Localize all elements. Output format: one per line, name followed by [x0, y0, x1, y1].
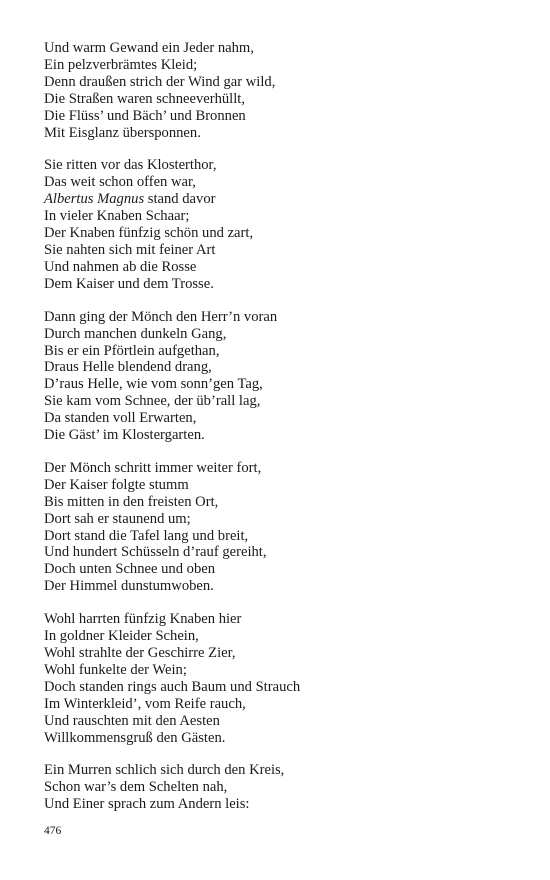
verse-line: Und rauschten mit den Aesten — [44, 712, 220, 729]
verse-line — [44, 191, 514, 208]
page-number: 476 — [44, 825, 62, 837]
verse-line: Dann ging der Mönch den Herr’n voran — [44, 308, 278, 325]
verse-line-rest: stand davor — [144, 191, 216, 208]
verse-line: Denn draußen strich der Wind gar wild, — [44, 73, 276, 90]
verse-line: Im Winterkleid’, vom Reife rauch, — [44, 695, 246, 712]
verse-line: Die Straßen waren schneeverhüllt, — [44, 90, 245, 107]
verse-line: Ein pelzverbrämtes Kleid; — [44, 56, 198, 73]
verse-line: Dort sah er staunend um; — [44, 510, 191, 527]
verse-line: Und Einer sprach zum Andern leis: — [44, 796, 250, 813]
stanza — [44, 157, 514, 292]
verse-line: Die Flüss’ und Bäch’ und Bronnen — [44, 107, 246, 124]
verse-line: Wohl funkelte der Wein; — [44, 661, 187, 678]
verse-line: Doch unten Schnee und oben — [44, 561, 216, 578]
verse-line: Mit Eisglanz übersponnen. — [44, 124, 201, 141]
verse-line: Ein Murren schlich sich durch den Kreis, — [44, 762, 285, 779]
stanza — [44, 762, 514, 813]
verse-line: Wohl strahlte der Geschirre Zier, — [44, 645, 236, 661]
verse-line: Willkommensgruß den Gästen. — [44, 729, 226, 746]
verse-line: Bis mitten in den freisten Ort, — [44, 493, 219, 510]
verse-line: Der Knaben fünfzig schön und zart, — [44, 225, 254, 242]
verse-line: Und hundert Schüsseln d’rauf gereiht, — [44, 544, 267, 561]
verse-line: Und nahmen ab die Rosse — [44, 258, 197, 275]
verse-line: Das weit schon offen war, — [44, 174, 196, 191]
verse-line: Sie ritten vor das Klosterthor, — [44, 157, 217, 174]
verse-line: Dort stand die Tafel lang und breit, — [44, 527, 249, 544]
verse-line: D’raus Helle, wie vom sonn’gen Tag, — [44, 376, 263, 393]
stanza — [44, 611, 514, 746]
verse-line: Dem Kaiser und dem Trosse. — [44, 275, 214, 292]
verse-line: Der Himmel dunstumwoben. — [44, 578, 214, 595]
verse-line: In vieler Knaben Schaar; — [44, 208, 190, 225]
verse-line: Da standen voll Erwarten, — [44, 410, 197, 427]
verse-line: Draus Helle blendend drang, — [44, 359, 212, 376]
verse-line: Sie kam vom Schnee, der üb’rall lag, — [44, 393, 261, 410]
verse-line: Der Kaiser folgte stumm — [44, 476, 189, 493]
verse-line: Schon war’s dem Schelten nah, — [44, 779, 228, 796]
stanza — [44, 460, 514, 595]
verse-line: Wohl harrten fünfzig Knaben hier — [44, 611, 242, 628]
verse-line: Bis er ein Pförtlein aufgethan, — [44, 342, 220, 359]
verse-line: Sie nahten sich mit feiner Art — [44, 241, 216, 258]
verse-line: Doch standen rings auch Baum und Strauch — [44, 678, 301, 695]
verse-line: Der Mönch schritt immer weiter fort, — [44, 459, 262, 476]
stanza — [44, 309, 514, 444]
stanza — [44, 40, 514, 141]
verse-line: Und warm Gewand ein Jeder nahm, — [44, 40, 254, 56]
poem-text — [44, 40, 514, 829]
verse-line: Durch manchen dunkeln Gang, — [44, 325, 227, 342]
italic-name: Albertus Magnus — [44, 191, 145, 208]
verse-line: Die Gäst’ im Klostergarten. — [44, 427, 205, 444]
verse-line: In goldner Kleider Schein, — [44, 628, 199, 645]
